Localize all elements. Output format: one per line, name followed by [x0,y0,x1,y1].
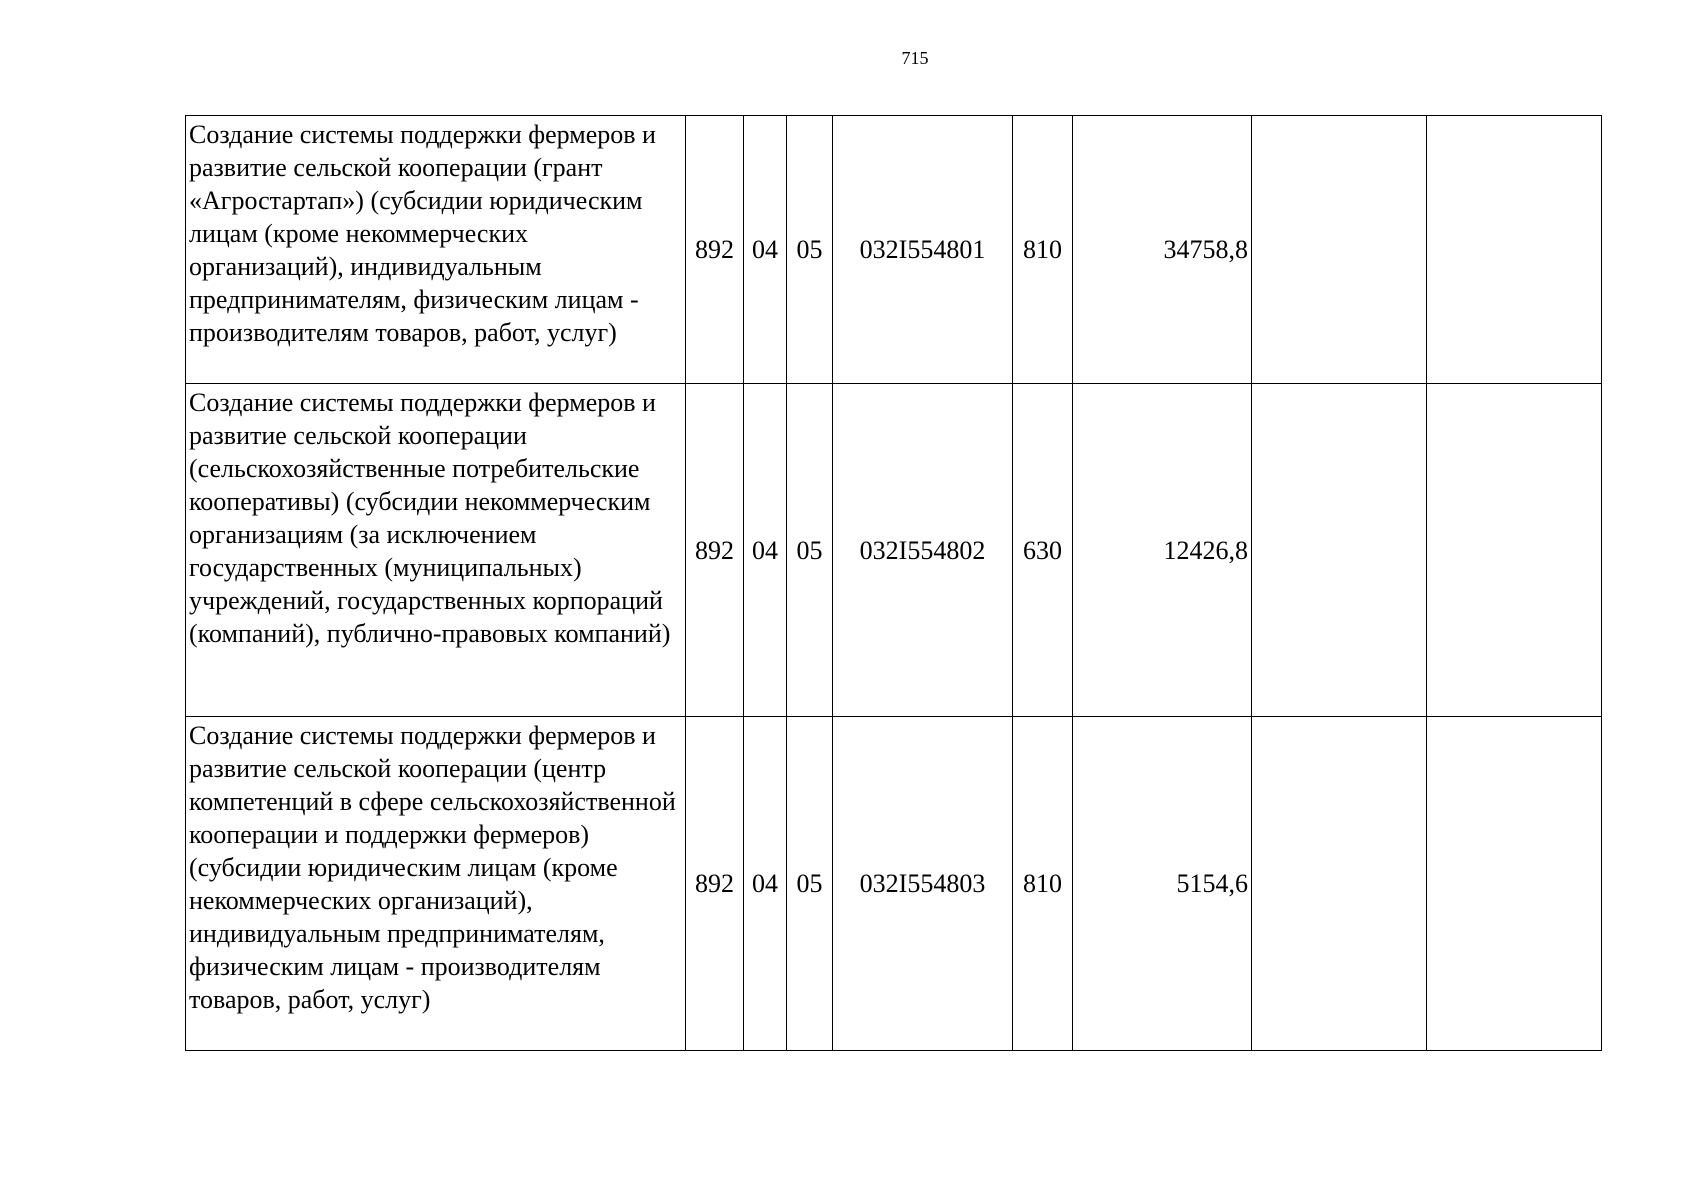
ministry-code: 892 [686,116,744,384]
section-code: 04 [744,116,787,384]
expense-type-code: 810 [1013,717,1073,1051]
row-description: Создание системы поддержки фермеров и развитие сельской кооперации (грант «Агростартап») (субсидии юридическим лицам (кроме некоммерческих организаций), индивидуальным предпринимателям, физическим лицам - производителям товаров, работ, услуг) [186,116,686,384]
budget-table [185,115,1602,1051]
row-description: Создание системы поддержки фермеров и развитие сельской кооперации (центр компетенций в сфере сельскохозяйственной кооперации и поддержки фермеров) (субсидии юридическим лицам (кроме некоммерческих организаций), индивидуальным предпринимателям, физическим лицам - производителям товаров, работ, услуг) [186,717,686,1051]
empty-cell [1252,717,1427,1051]
amount-cell: 34758,8 [1073,116,1252,384]
subsection-code: 05 [787,717,833,1051]
page-number: 715 [901,48,929,68]
section-code: 04 [744,384,787,717]
empty-cell [1427,116,1602,384]
subsection-code: 05 [787,384,833,717]
amount-cell: 12426,8 [1073,384,1252,717]
row-description: Создание системы поддержки фермеров и развитие сельской кооперации (сельскохозяйственные потребительские кооперативы) (субсидии некоммерческим организациям (за исключением государственных (муниципальных) учреждений, государственных корпораций (компаний), публично-правовых компаний) [186,384,686,717]
empty-cell [1427,384,1602,717]
section-code: 04 [744,717,787,1051]
target-article-code: 032I554801 [833,116,1013,384]
target-article-code: 032I554803 [833,717,1013,1051]
expense-type-code: 810 [1013,116,1073,384]
table-row [186,384,1602,717]
target-article-code: 032I554802 [833,384,1013,717]
table-row [186,116,1602,384]
empty-cell [1252,384,1427,717]
expense-type-code: 630 [1013,384,1073,717]
empty-cell [1252,116,1427,384]
table-row [186,717,1602,1051]
amount-cell: 5154,6 [1073,717,1252,1051]
ministry-code: 892 [686,717,744,1051]
empty-cell [1427,717,1602,1051]
ministry-code: 892 [686,384,744,717]
subsection-code: 05 [787,116,833,384]
